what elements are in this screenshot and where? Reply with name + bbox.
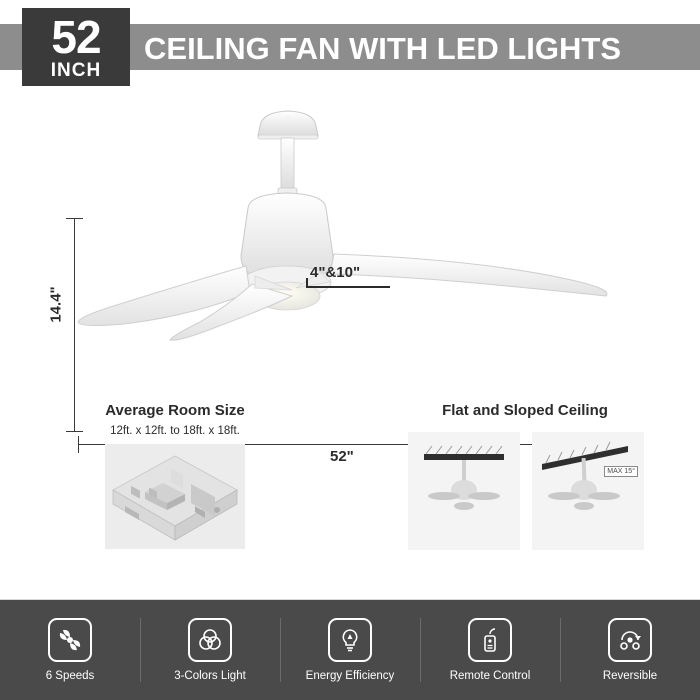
ceiling-type-section	[350, 388, 700, 600]
remote-control-icon	[468, 618, 512, 662]
feature-energy-efficiency	[280, 600, 420, 700]
energy-bulb-icon	[328, 618, 372, 662]
reversible-icon	[608, 618, 652, 662]
header-banner	[0, 8, 700, 86]
width-dimension-label: 52"	[330, 448, 354, 465]
feature-label: Reversible	[602, 670, 658, 682]
room-illustration	[105, 444, 245, 549]
three-color-circles-icon	[188, 618, 232, 662]
ceiling-fan-illustration	[0, 96, 700, 376]
feature-reversible	[560, 600, 700, 700]
feature-bar	[0, 600, 700, 700]
size-badge-number: 52	[51, 11, 101, 63]
height-dimension-label: 14.4"	[47, 286, 65, 323]
feature-3-colors-light	[140, 600, 280, 700]
feature-label: Energy Efficiency	[305, 670, 395, 682]
ceiling-illustrations	[408, 432, 644, 550]
fan-speed-icon	[48, 618, 92, 662]
feature-6-speeds	[0, 600, 140, 700]
size-badge-unit: INCH	[50, 60, 102, 81]
flat-ceiling-illustration	[408, 432, 520, 550]
ceiling-type-title: Flat and Sloped Ceiling	[442, 402, 608, 419]
room-size-subtitle: 12ft. x 12ft. to 18ft. x 18ft.	[110, 425, 240, 437]
page-title: CEILING FAN WITH LED LIGHTS	[144, 31, 622, 66]
room-size-section	[0, 388, 350, 600]
room-size-title: Average Room Size	[105, 402, 245, 419]
sloped-ceiling-illustration	[532, 432, 644, 550]
feature-label: 6 Speeds	[45, 670, 95, 682]
downrod-callout-underline	[306, 286, 390, 288]
downrod-callout-tick	[306, 278, 308, 287]
downrod-length-label: 4"&10"	[310, 264, 361, 281]
size-badge	[22, 8, 130, 86]
feature-remote-control	[420, 600, 560, 700]
feature-label: Remote Control	[449, 670, 531, 682]
feature-label: 3-Colors Light	[174, 670, 246, 682]
max-slope-badge: MAX 15°	[604, 466, 638, 477]
height-dimension-cap-top	[66, 218, 83, 219]
info-sections	[0, 388, 700, 600]
